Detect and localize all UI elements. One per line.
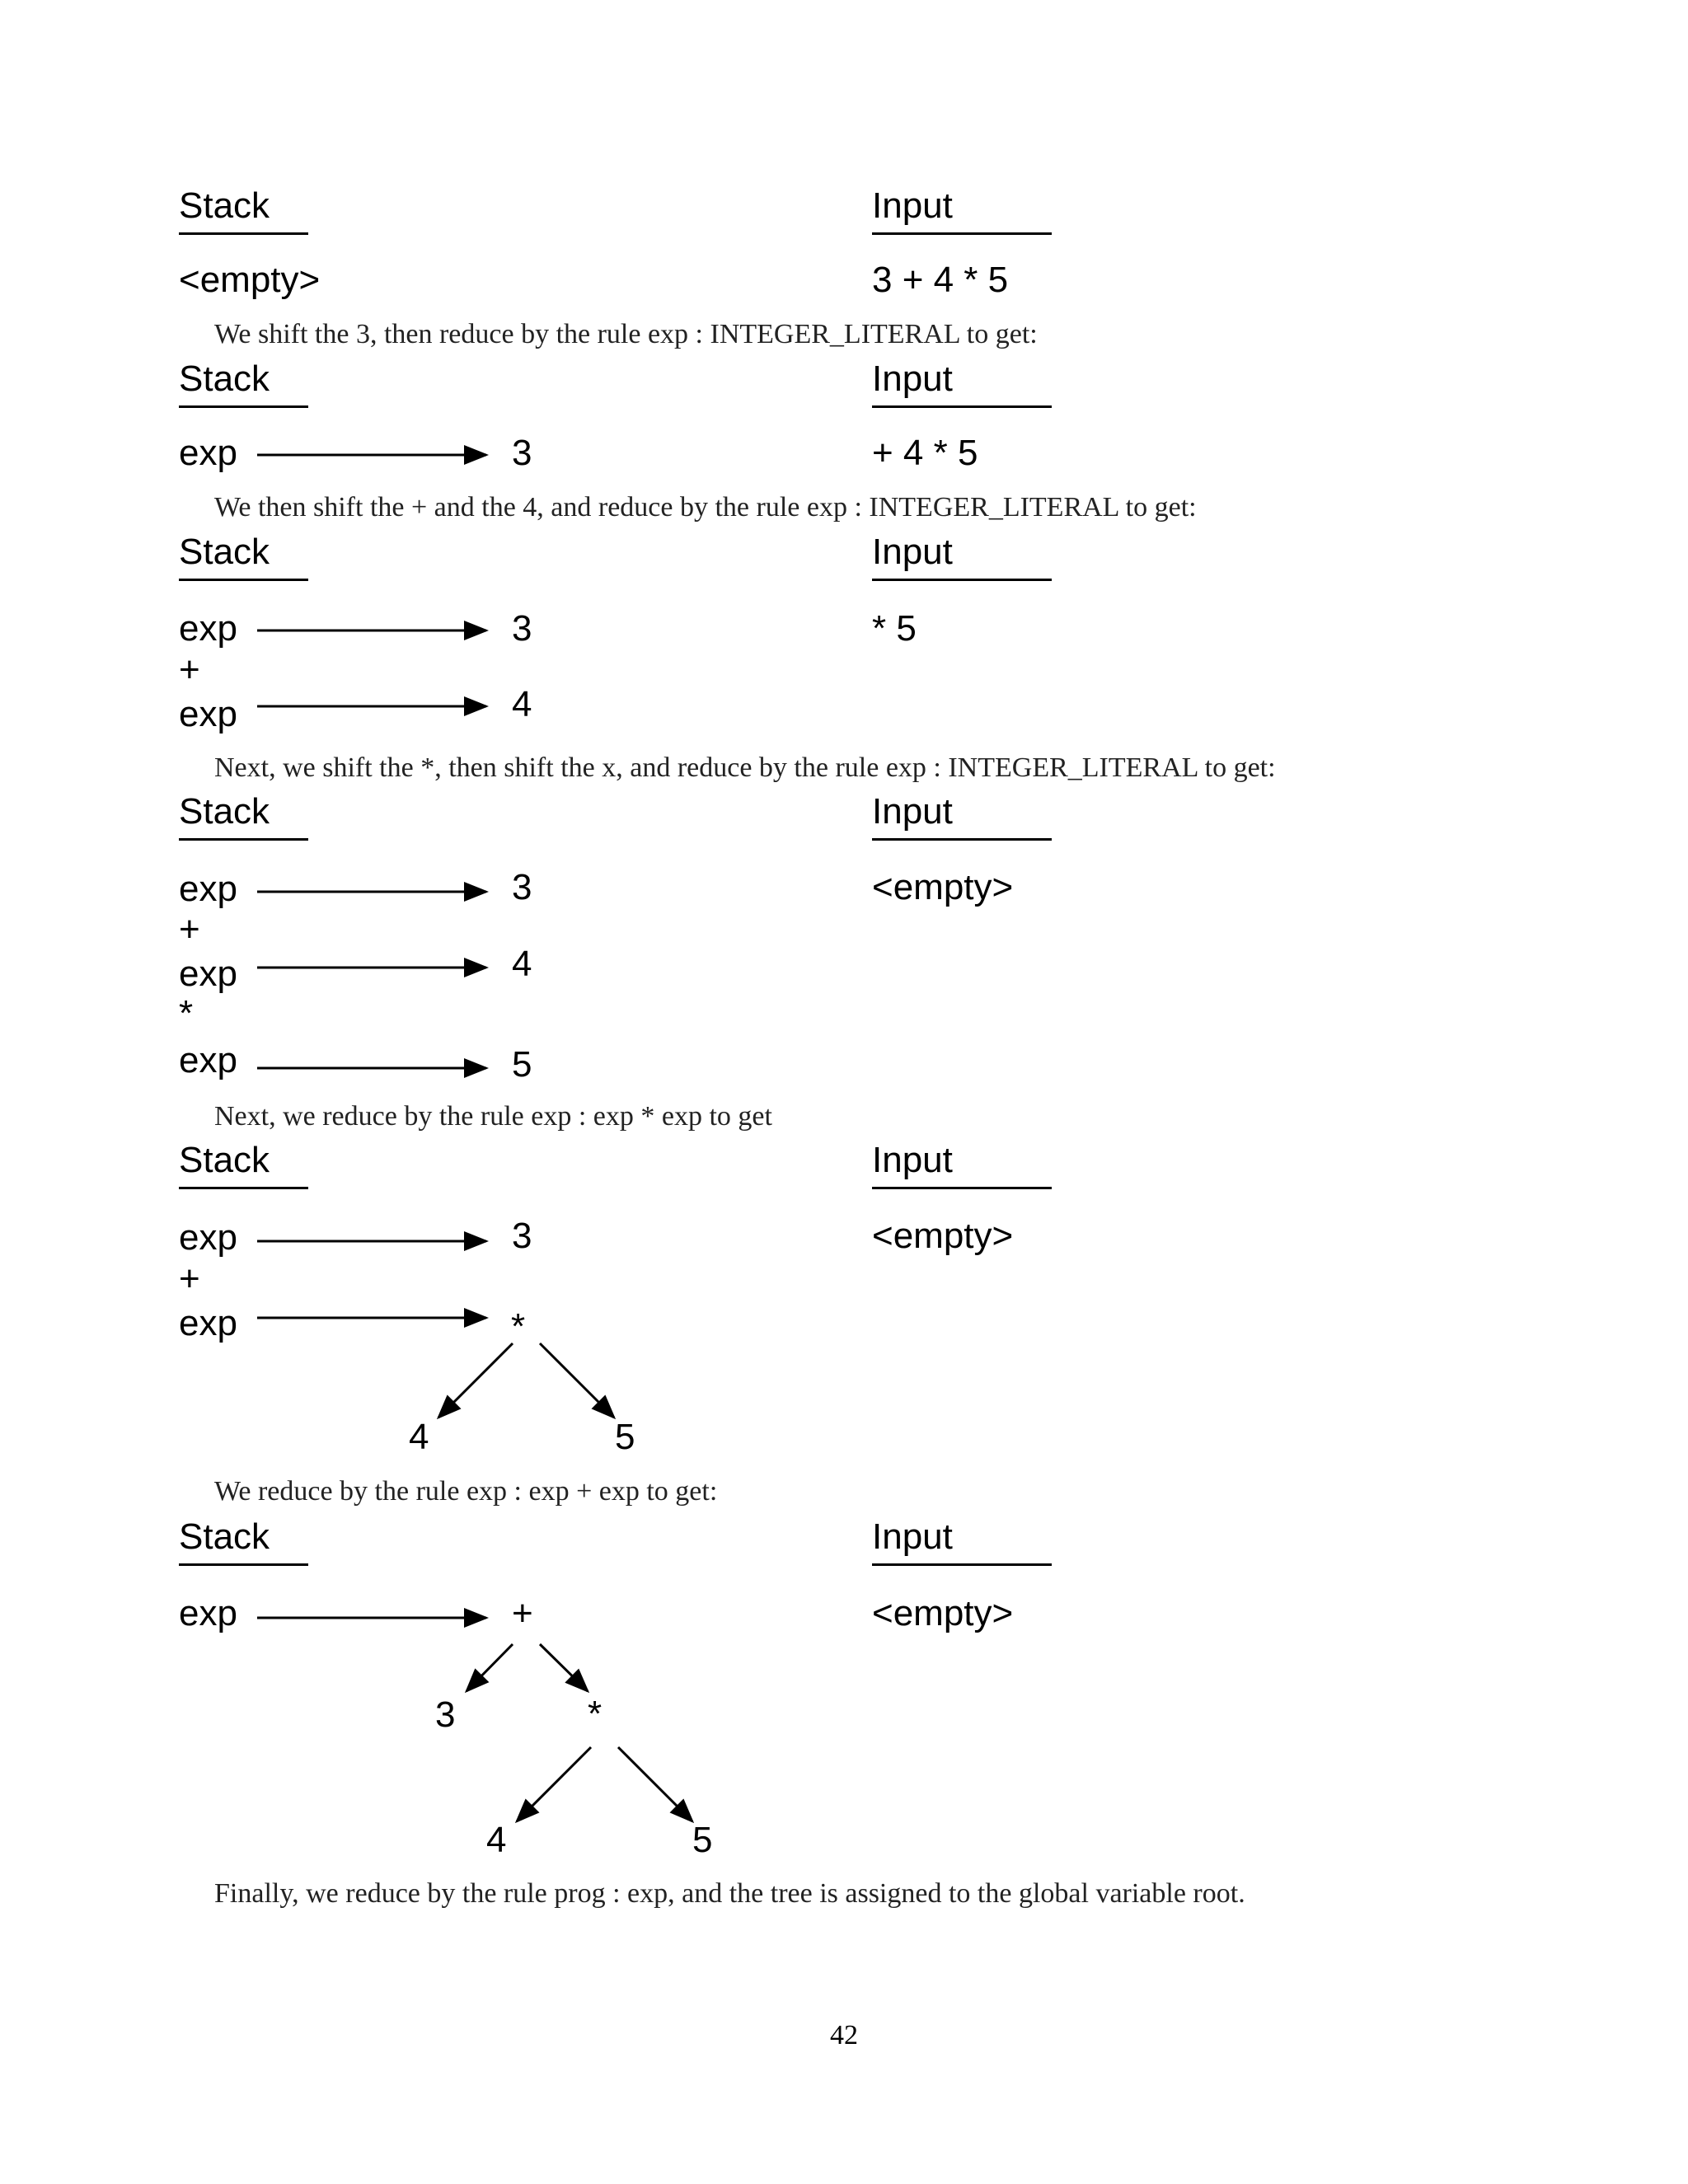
input-header: Input	[872, 532, 953, 572]
stack-entry: exp	[179, 694, 237, 734]
tree-node: 4	[409, 1417, 429, 1457]
stack-header: Stack	[179, 532, 270, 572]
tree-node: 5	[512, 1044, 532, 1085]
header-underline	[179, 838, 308, 841]
step-caption: We then shift the + and the 4, and reduce by the rule exp : INTEGER_LITERAL to get:	[214, 492, 1197, 523]
tree-node: 4	[512, 944, 532, 984]
tree-node: 5	[615, 1417, 635, 1457]
tree-edge	[540, 1343, 614, 1418]
stack-header: Stack	[179, 185, 270, 226]
tree-edge	[467, 1644, 513, 1691]
input-value: * 5	[872, 608, 917, 649]
input-value: <empty>	[872, 867, 1014, 907]
header-underline	[872, 579, 1052, 581]
step-caption: Next, we shift the *, then shift the x, and reduce by the rule exp : INTEGER_LITERAL to get:	[214, 752, 1276, 783]
stack-entry: exp	[179, 1217, 237, 1258]
stack-entry: exp	[179, 1593, 237, 1633]
tree-node: 3	[512, 433, 532, 473]
input-header: Input	[872, 185, 953, 226]
input-header: Input	[872, 1140, 953, 1180]
stack-entry: exp	[179, 954, 237, 994]
input-value: + 4 * 5	[872, 433, 978, 473]
input-header: Input	[872, 1516, 953, 1557]
header-underline	[872, 1563, 1052, 1566]
tree-node: *	[588, 1694, 603, 1734]
step-caption: We reduce by the rule exp : exp + exp to get:	[214, 1476, 718, 1507]
stack-header: Stack	[179, 1516, 270, 1557]
stack-entry: +	[179, 1258, 200, 1299]
tree-edge	[517, 1747, 591, 1821]
header-underline	[872, 838, 1052, 841]
stack-entry: +	[179, 909, 200, 949]
tree-node: 3	[512, 1216, 532, 1256]
step-caption: Next, we reduce by the rule exp : exp * exp to get	[214, 1101, 772, 1132]
stack-header: Stack	[179, 359, 270, 399]
header-underline	[179, 1563, 308, 1566]
tree-node: +	[512, 1593, 533, 1633]
header-underline	[872, 232, 1052, 235]
tree-node: 4	[512, 684, 532, 724]
stack-header: Stack	[179, 1140, 270, 1180]
stack-entry: <empty>	[179, 260, 321, 300]
tree-edge	[438, 1343, 513, 1418]
tree-edge	[618, 1747, 692, 1821]
header-underline	[179, 405, 308, 408]
input-value: 3 + 4 * 5	[872, 260, 1009, 300]
stack-entry: exp	[179, 433, 237, 473]
step-caption: Finally, we reduce by the rule prog : exp, and the tree is assigned to the global variable root.	[214, 1878, 1245, 1909]
header-underline	[179, 579, 308, 581]
stack-entry: exp	[179, 1303, 237, 1343]
tree-node: 5	[692, 1820, 713, 1860]
header-underline	[872, 405, 1052, 408]
stack-entry: +	[179, 649, 200, 690]
input-value: <empty>	[872, 1216, 1014, 1256]
input-header: Input	[872, 791, 953, 832]
tree-node: 3	[512, 867, 532, 907]
stack-entry: exp	[179, 1040, 237, 1080]
stack-entry: exp	[179, 869, 237, 909]
header-underline	[872, 1187, 1052, 1189]
tree-node: 3	[435, 1694, 456, 1735]
step-caption: We shift the 3, then reduce by the rule exp : INTEGER_LITERAL to get:	[214, 319, 1038, 349]
header-underline	[179, 1187, 308, 1189]
stack-header: Stack	[179, 791, 270, 832]
stack-entry: *	[179, 993, 194, 1033]
stack-entry: exp	[179, 608, 237, 649]
tree-node: 3	[512, 608, 532, 649]
input-value: <empty>	[872, 1593, 1014, 1633]
page-number: 42	[830, 2020, 858, 2050]
header-underline	[179, 232, 308, 235]
input-header: Input	[872, 359, 953, 399]
tree-edge	[540, 1644, 588, 1691]
tree-node: *	[511, 1306, 526, 1347]
tree-node: 4	[486, 1820, 507, 1860]
